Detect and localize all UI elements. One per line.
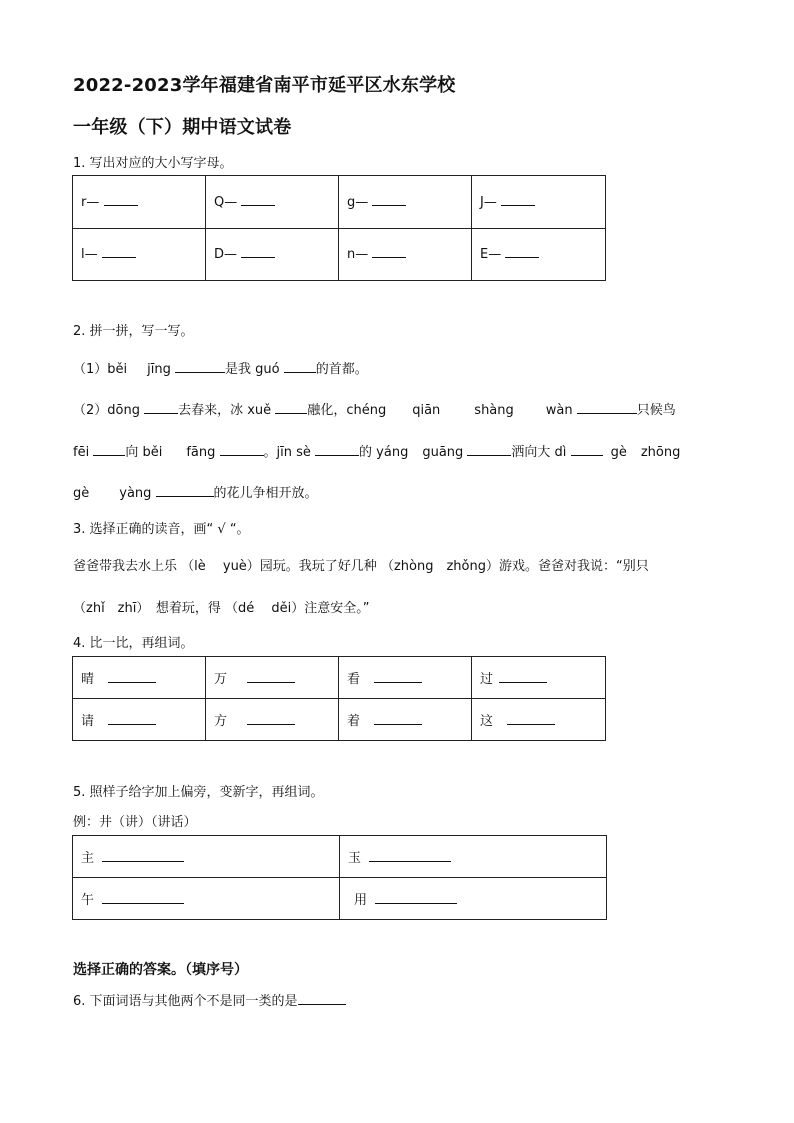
q4-cell: 过 (472, 657, 606, 699)
q1-cell: J— (472, 176, 606, 229)
answer-blank[interactable] (241, 247, 275, 258)
answer-blank[interactable] (104, 195, 138, 206)
page-title-line2: 一年级（下）期中语文试卷 (73, 117, 292, 138)
q2-line2: （2）dōng 去春来，冰 xuě 融化，chéng qiān shàng wàn 只候鸟 (73, 403, 676, 418)
answer-blank[interactable] (571, 445, 603, 456)
q1-cell: g— (339, 176, 472, 229)
q5-example: 例：井（讲）（讲话） (73, 815, 197, 830)
q4-cell: 方 (206, 699, 339, 741)
answer-blank[interactable] (372, 247, 406, 258)
q1-prompt: 1. 写出对应的大小写字母。 (73, 156, 233, 171)
answer-blank[interactable] (577, 403, 637, 414)
q4-cell: 请 (73, 699, 206, 741)
q3-prompt: 3. 选择正确的读音，画“ √ “。 (73, 522, 250, 537)
q4-prompt: 4. 比一比，再组词。 (73, 636, 194, 651)
q4-cell: 着 (339, 699, 472, 741)
answer-blank[interactable] (247, 714, 295, 725)
q4-cell: 万 (206, 657, 339, 699)
q5-cell: 主 (73, 836, 340, 878)
answer-blank[interactable] (369, 851, 451, 862)
answer-blank[interactable] (499, 672, 547, 683)
q1-cell: n— (339, 229, 472, 281)
page-title-line1: 2022-2023学年福建省南平市延平区水东学校 (73, 75, 456, 96)
answer-blank[interactable] (175, 362, 225, 373)
answer-blank[interactable] (93, 445, 125, 456)
answer-blank[interactable] (374, 672, 422, 683)
answer-blank[interactable] (102, 851, 184, 862)
q1-cell: Q— (206, 176, 339, 229)
q6-line: 6. 下面词语与其他两个不是同一类的是 (73, 990, 346, 1009)
answer-blank[interactable] (156, 486, 214, 497)
answer-blank[interactable] (241, 195, 275, 206)
answer-blank[interactable] (467, 445, 511, 456)
q4-table (72, 656, 606, 741)
q2-line4: gè yàng 的花儿争相开放。 (73, 486, 318, 501)
answer-blank[interactable] (501, 195, 535, 206)
answer-blank[interactable] (102, 893, 184, 904)
q2-line3: fēi 向 běi fāng 。jīn sè 的 yáng guāng 洒向大 dì gè zhōng (73, 445, 681, 460)
answer-blank[interactable] (220, 445, 264, 456)
answer-blank[interactable] (375, 893, 457, 904)
q5-table (72, 835, 607, 920)
q2-line1: （1）běi jīng 是我 guó 的首都。 (73, 362, 368, 377)
answer-blank[interactable] (108, 714, 156, 725)
q2-prompt: 2. 拼一拼，写一写。 (73, 324, 194, 339)
answer-blank[interactable] (298, 994, 346, 1005)
answer-blank[interactable] (505, 247, 539, 258)
q1-table (72, 175, 606, 281)
answer-blank[interactable] (315, 445, 359, 456)
q3-line2: （zhǐ zhī） 想着玩，得 （dé děi）注意安全。” (73, 601, 370, 616)
answer-blank[interactable] (372, 195, 406, 206)
q5-cell: 用 (340, 878, 607, 920)
q5-prompt: 5. 照样子给字加上偏旁，变新字，再组词。 (73, 785, 324, 800)
q1-cell: l— (73, 229, 206, 281)
answer-blank[interactable] (374, 714, 422, 725)
q1-cell: E— (472, 229, 606, 281)
q5-cell: 玉 (340, 836, 607, 878)
answer-blank[interactable] (102, 247, 136, 258)
section-heading: 选择正确的答案。（填序号） (73, 962, 248, 978)
q4-cell: 这 (472, 699, 606, 741)
answer-blank[interactable] (284, 362, 316, 373)
answer-blank[interactable] (144, 403, 178, 414)
q1-cell: D— (206, 229, 339, 281)
q5-cell: 午 (73, 878, 340, 920)
q4-cell: 看 (339, 657, 472, 699)
q1-cell: r— (73, 176, 206, 229)
answer-blank[interactable] (108, 672, 156, 683)
answer-blank[interactable] (247, 672, 295, 683)
q4-cell: 晴 (73, 657, 206, 699)
answer-blank[interactable] (507, 714, 555, 725)
q3-line1: 爸爸带我去水上乐 （lè yuè）园玩。我玩了好几种 （zhòng zhǒng）游戏。爸爸对我说：“别只 (73, 559, 649, 574)
answer-blank[interactable] (275, 403, 307, 414)
